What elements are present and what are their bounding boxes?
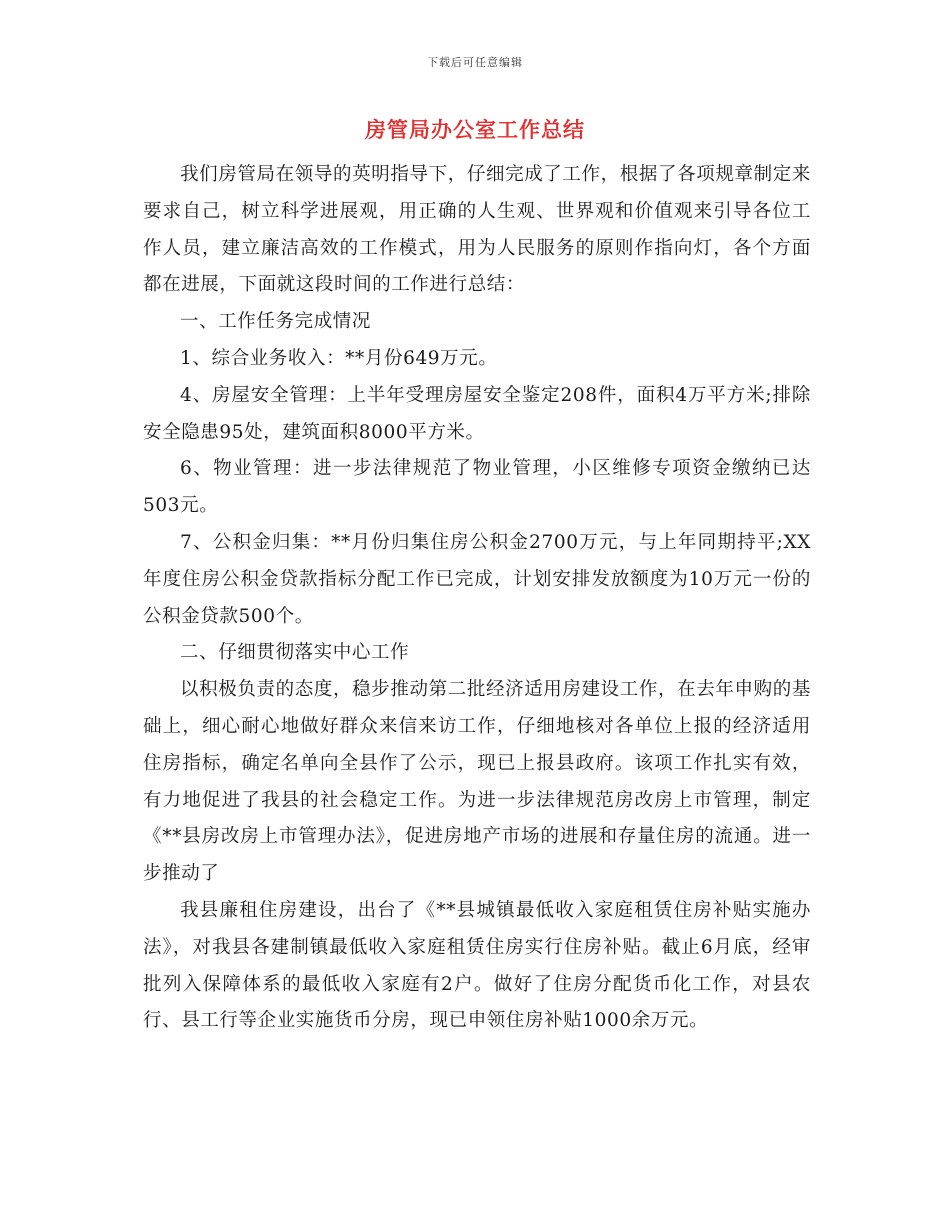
paragraph-item-1: 1、综合业务收入：**月份649万元。 [180, 347, 498, 369]
paragraph-item-4: 4、房屋安全管理：上半年受理房屋安全鉴定208件，面积4万平方米;排除安全隐患95处，建筑面积8000平方米。 [143, 384, 811, 443]
paragraph-low-rent-housing: 我县廉租住房建设，出台了《**县城镇最低收入家庭租赁住房补贴实施办法》，对我县各建制镇最低收入家庭租赁住房实行住房补贴。截止6月底，经审批列入保障体系的最低收入家庭有2户。做好了住房分配货币化工作，对县农行、县工行等企业实施货币分房，现已申领住房补贴1000余万元。 [143, 899, 811, 1032]
header-note: 下载后可任意编辑 [427, 56, 523, 69]
section-heading-1: 一、工作任务完成情况 [180, 311, 372, 333]
paragraph-central-work: 以积极负责的态度，稳步推动第二批经济适用房建设工作，在去年申购的基础上，细心耐心地做好群众来信来访工作，仔细地核对各单位上报的经济适用住房指标，确定名单向全县作了公示，现已上报县政府。该项工作扎实有效，有力地促进了我县的社会稳定工作。为进一步法律规范房改房上市管理，制定《**县房改房上市管理办法》，促进房地产市场的进展和存量住房的流通。进一步推动了 [143, 679, 811, 885]
paragraph-item-6: 6、物业管理：进一步法律规范了物业管理，小区维修专项资金缴纳已达503元。 [143, 458, 811, 517]
document-body [143, 157, 811, 1040]
paragraph-item-7: 7、公积金归集：**月份归集住房公积金2700万元，与上年同期持平;XX年度住房公积金贷款指标分配工作已完成，计划安排发放额度为10万元一份的公积金贷款500个。 [143, 531, 811, 627]
document-title: 房管局办公室工作总结 [365, 117, 585, 142]
paragraph-intro: 我们房管局在领导的英明指导下，仔细完成了工作，根据了各项规章制定来要求自己，树立科学进展观，用正确的人生观、世界观和价值观来引导各位工作人员，建立廉洁高效的工作模式，用为人民服务的原则作指向灯，各个方面都在进展，下面就这段时间的工作进行总结： [143, 164, 811, 296]
section-heading-2: 二、仔细贯彻落实中心工作 [180, 642, 410, 664]
